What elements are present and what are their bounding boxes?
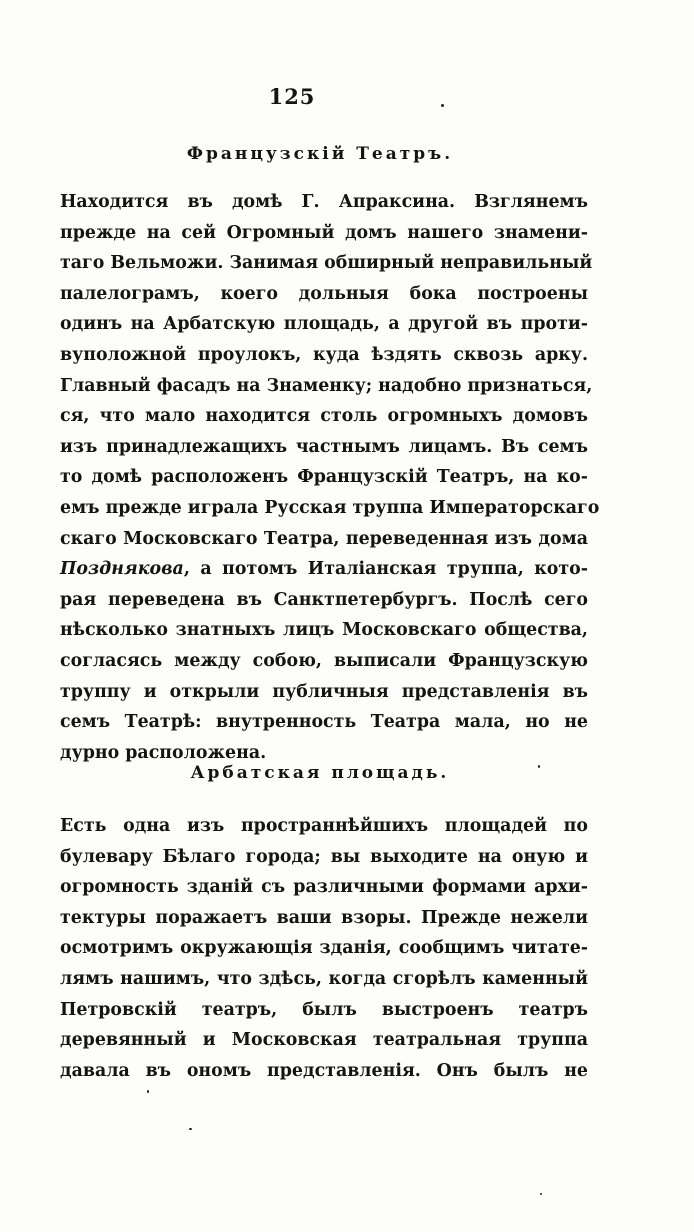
scan-speck <box>538 765 540 768</box>
text-line: осмотримъ окружающія зданія, сообщимъ читате- <box>60 938 588 959</box>
text-line: одинъ на Арбатскую площадь, а другой въ проти- <box>60 314 588 335</box>
text-line: огромность зданій съ различными формами архи- <box>60 877 588 898</box>
scan-speck <box>147 1090 149 1093</box>
text-line: тaго Вельможи. Занимая обширный неправильный <box>60 253 593 274</box>
text-line: семъ Театрѣ: внутренность Театра мала, но не <box>60 712 588 733</box>
text-line: прежде на сей Огромный домъ нашего знамени- <box>60 222 588 243</box>
text-line: Петровскій театръ, былъ выстроенъ театръ <box>60 999 588 1020</box>
text-line: Позднякова, а потомъ Италіанская труппа, кото- <box>60 559 588 580</box>
text-line: то домѣ расположенъ Французскій Театръ, на ко- <box>60 467 588 488</box>
scan-speck <box>441 104 444 107</box>
text-line: согласясь между собою, выписали Французскую <box>60 650 588 671</box>
scan-speck <box>189 1128 192 1130</box>
text-line: Есть одна изъ пространнѣйшихъ площадей по <box>60 816 588 836</box>
text-line: вуположной проулокъ, куда ѣздять сквозь арку. <box>60 344 588 365</box>
text-line: нѣсколько знатныхъ лицъ Московскаго общества, <box>60 620 588 641</box>
text-line: деревянный и Московская театральная труппа <box>60 1030 588 1051</box>
text-line: дурно расположена. <box>60 742 267 763</box>
paragraph-arbat-square <box>60 811 588 1086</box>
text-line: скаго Московскаго Театра, переведенная изъ дома <box>60 528 588 549</box>
scan-speck <box>540 1193 542 1195</box>
italic-name: Позднякова <box>60 559 184 580</box>
text-line: изъ принадлежащихъ частнымъ лицамъ. Въ семъ <box>60 436 588 457</box>
text-line: палелограмъ, коего дольныя бока построены <box>60 283 588 304</box>
text-line: Главный фасадъ на Знаменку; надобно признаться, <box>60 375 593 396</box>
page-number: 125 <box>268 84 316 109</box>
text-line: труппу и открыли публичныя представленія въ <box>60 681 588 702</box>
paragraph-french-theatre <box>60 187 600 768</box>
text-line: давала въ ономъ представленія. Онъ былъ не <box>60 1060 588 1081</box>
text-line: тектуры поражаетъ ваши взоры. Прежде нежели <box>60 907 588 928</box>
text-line: ся, что мало находится столь огромныхъ домовъ <box>60 406 588 427</box>
text-line: емъ прежде играла Русская труппа Императорскаго <box>60 497 600 518</box>
text-line: Находится въ домѣ Г. Апраксина. Взглянемъ <box>60 192 588 212</box>
text-line: лямъ нашимъ, что здѣсь, когда сгорѣлъ каменный <box>60 968 588 989</box>
section-heading-arbat-square: Арбатская площадь. <box>190 763 450 783</box>
section-heading-french-theatre: Французскій Театръ. <box>186 144 454 164</box>
text-line: рая переведена въ Санктпетербургъ. Послѣ сего <box>60 589 588 610</box>
text-line: булевару Бѣлаго города; вы выходите на оную и <box>60 846 588 867</box>
